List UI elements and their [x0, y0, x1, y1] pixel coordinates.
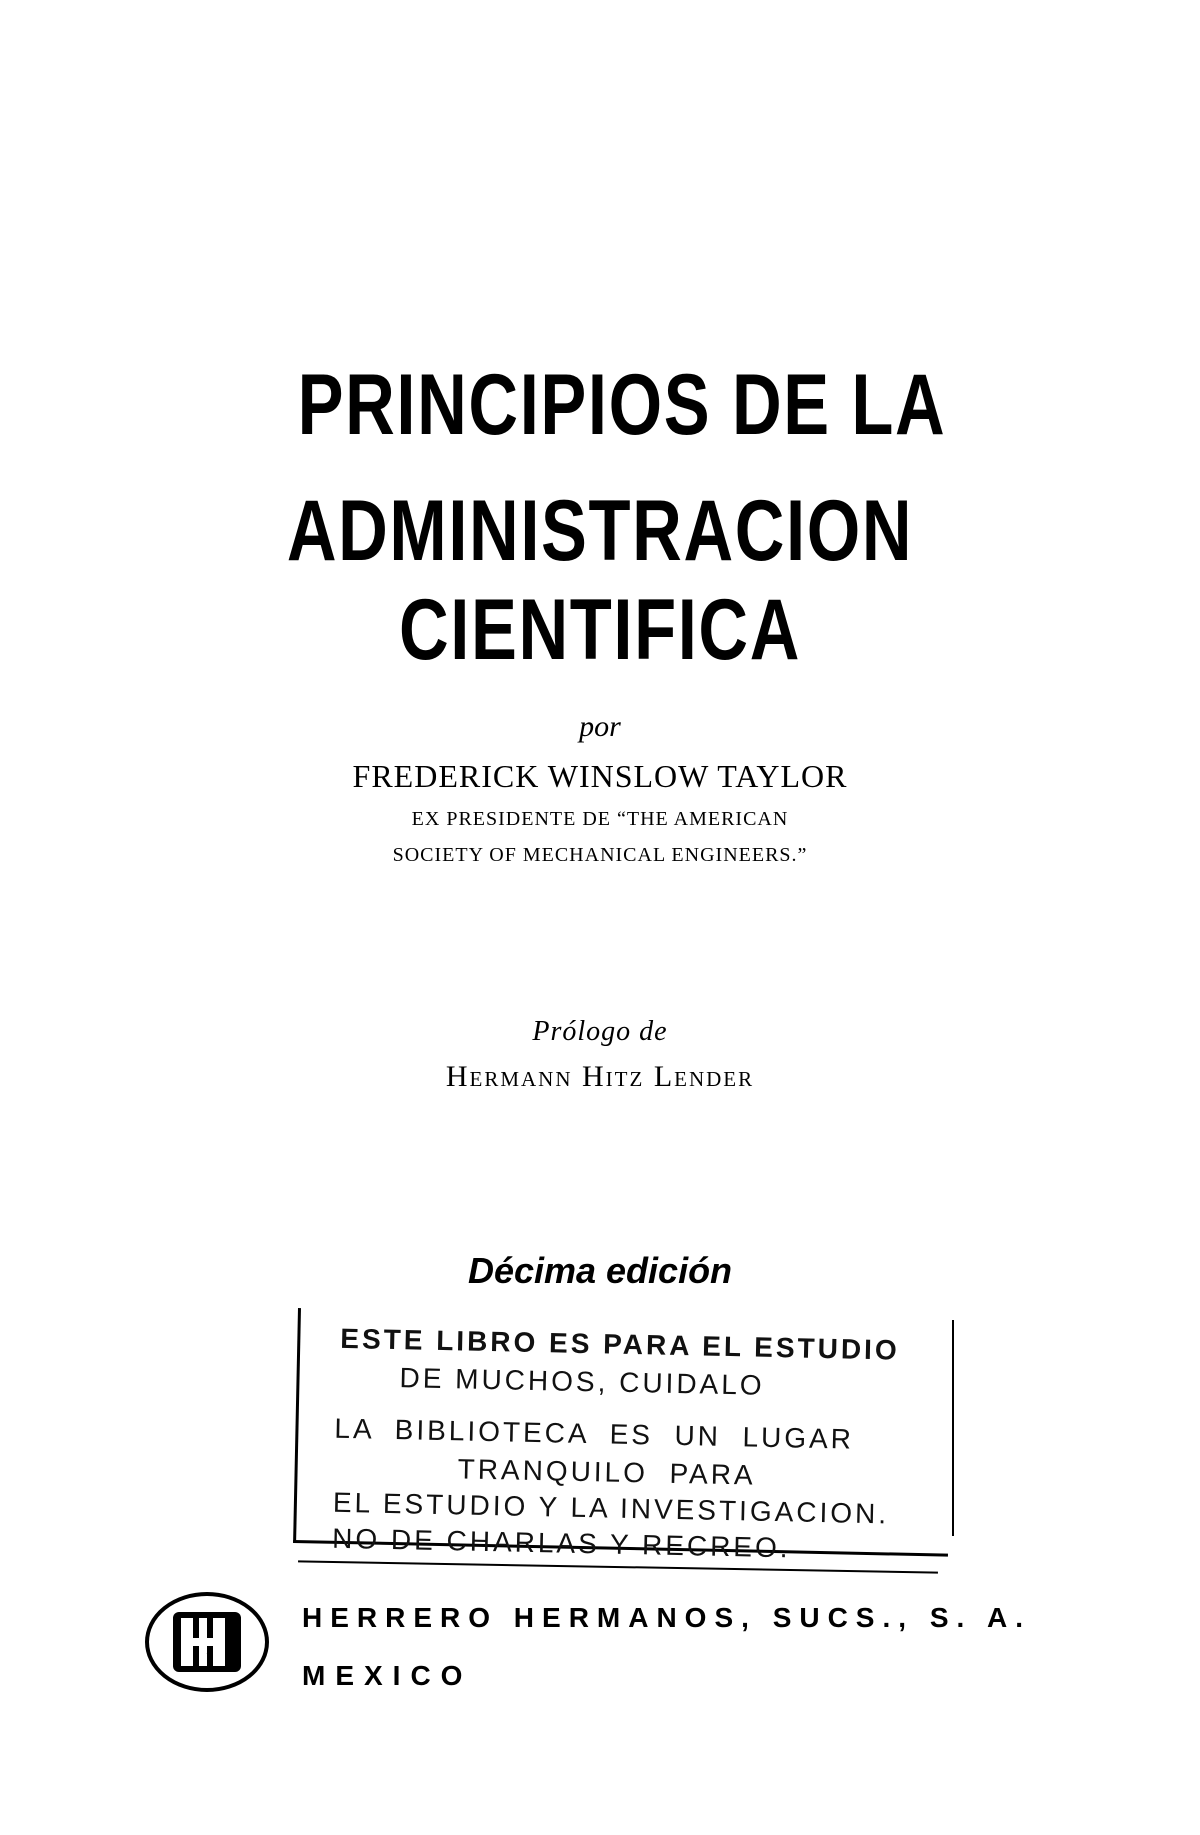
stamp-line-6: NO DE CHARLAS Y RECREO.	[331, 1522, 791, 1564]
stamp-line-3: LA BIBLIOTECA ES UN LUGAR	[334, 1412, 855, 1455]
author-credential-line-2: SOCIETY OF MECHANICAL ENGINEERS.”	[392, 844, 808, 866]
stamp-line-2: DE MUCHOS, CUIDALO	[399, 1362, 765, 1401]
publisher-name: HERRERO HERMANOS, SUCS., S. A.	[302, 1602, 1032, 1633]
stamp-border-right	[952, 1320, 954, 1536]
author-credential-line-1: EX PRESIDENTE DE “THE AMERICAN	[411, 808, 789, 830]
publisher-city: MEXICO	[302, 1660, 473, 1691]
by-label: por	[579, 710, 621, 743]
publisher-logo-icon	[143, 1590, 271, 1694]
title-line-2: ADMINISTRACION CIENTIFICA	[286, 483, 914, 678]
library-stamp	[293, 1308, 953, 1564]
stamp-border-bottom	[298, 1560, 938, 1573]
prologue-label: Prólogo de	[532, 1016, 668, 1047]
prologue-author: Hermann Hitz Lender	[445, 1060, 755, 1093]
author-name: FREDERICK WINSLOW TAYLOR	[352, 758, 848, 794]
title-line-1: PRINCIPIOS DE LA	[297, 357, 947, 453]
publisher-logo-text: HH	[206, 1654, 208, 1655]
stamp-line-5: EL ESTUDIO Y LA INVESTIGACION.	[332, 1486, 890, 1530]
stamp-line-4: TRANQUILO PARA	[457, 1453, 757, 1491]
stamp-line-1: ESTE LIBRO ES PARA EL ESTUDIO	[340, 1322, 901, 1366]
edition-label: Décima edición	[467, 1250, 733, 1291]
